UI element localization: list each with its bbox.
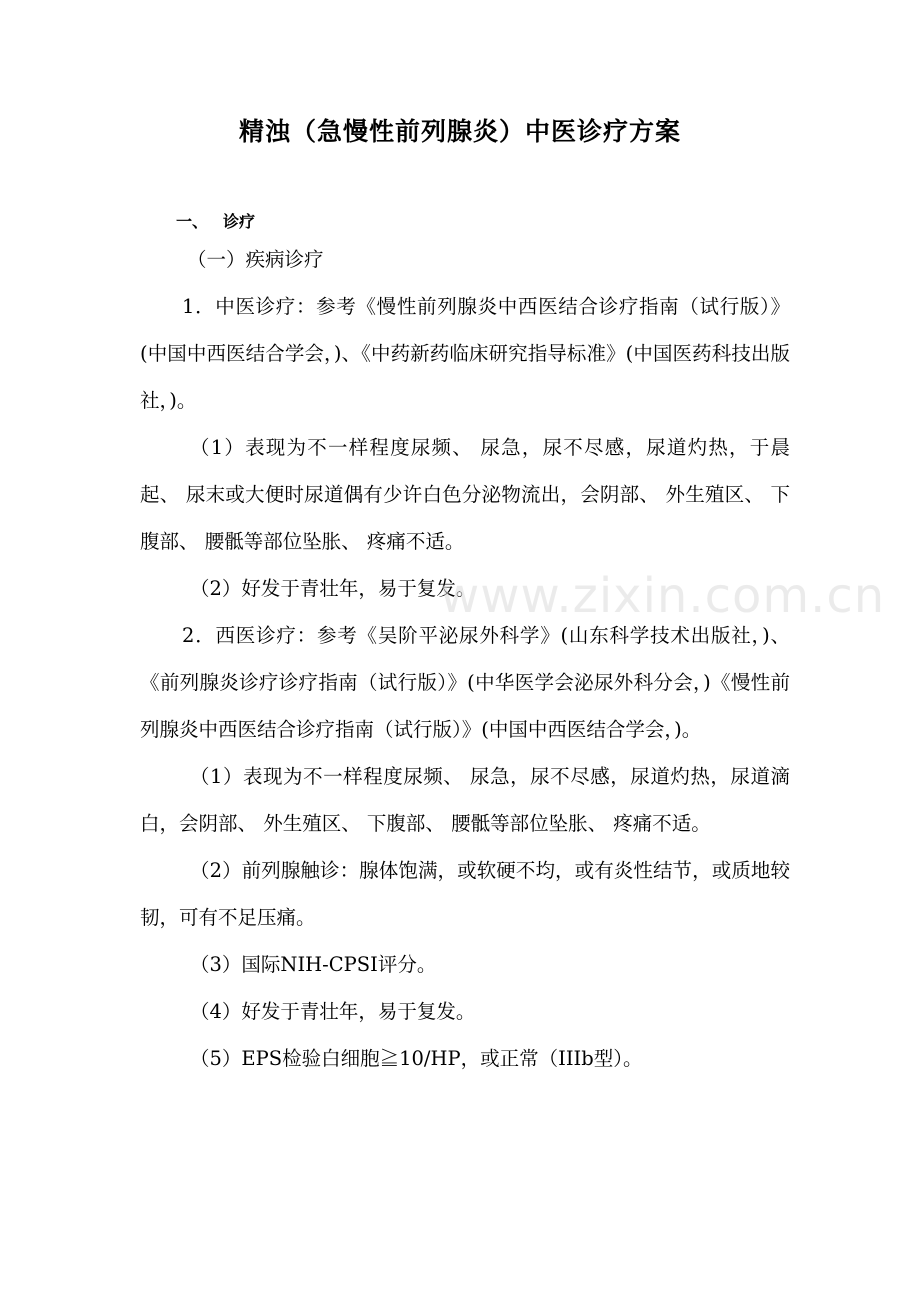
paragraph-tcm-diagnosis: 1．中医诊疗：参考《慢性前列腺炎中西医结合诊疗指南（试行版）》(中国中西医结合学会，)、《中药新药临床研究指导标准》(中国医药科技出版社，)。: [140, 295, 790, 412]
section-heading: [176, 210, 255, 234]
paragraph-western-item-2: （2）前列腺触诊：腺体饱满，或软硬不均，或有炎性结节，或质地较韧，可有不足压痛。: [140, 859, 790, 929]
subsection-heading: （一）疾病诊疗: [187, 248, 324, 271]
paragraph-western-item-3: （3）国际NIH-CPSI评分。: [190, 953, 437, 976]
paragraph-tcm-item-2: （2）好发于青壮年，易于复发。: [190, 577, 476, 600]
document-body: [140, 236, 790, 1082]
paragraph-western-item-1: （1）表现为不一样程度尿频、 尿急，尿不尽感，尿道灼热，尿道滴白，会阴部、 外生殖区、 下腹部、 腰骶等部位坠胀、 疼痛不适。: [140, 765, 790, 835]
paragraph-western-diagnosis: 2．西医诊疗：参考《吴阶平泌尿外科学》(山东科学技术出版社，)、 《前列腺炎诊疗诊疗指南（试行版）》(中华医学会泌尿外科分会，)《慢性前列腺炎中西医结合诊疗指南（试行版）》(中国中西医结合学会，)。: [140, 624, 790, 741]
paragraph-western-item-5: （5）EPS检验白细胞≧10/HP，或正常（IIIb型）。: [190, 1047, 643, 1070]
paragraph-tcm-item-1: （1）表现为不一样程度尿频、 尿急，尿不尽感，尿道灼热，于晨起、 尿末或大便时尿道偶有少许白色分泌物流出，会阴部、 外生殖区、 下腹部、 腰骶等部位坠胀、 疼痛不适。: [140, 436, 790, 553]
paragraph-western-item-4: （4）好发于青壮年，易于复发。: [190, 1000, 476, 1023]
section-label: 诊疗: [223, 212, 256, 231]
document-title: 精浊（急慢性前列腺炎）中医诊疗方案: [238, 117, 681, 146]
watermark: www.zixin.com.cn: [440, 568, 886, 624]
section-number: 一、: [176, 212, 209, 231]
